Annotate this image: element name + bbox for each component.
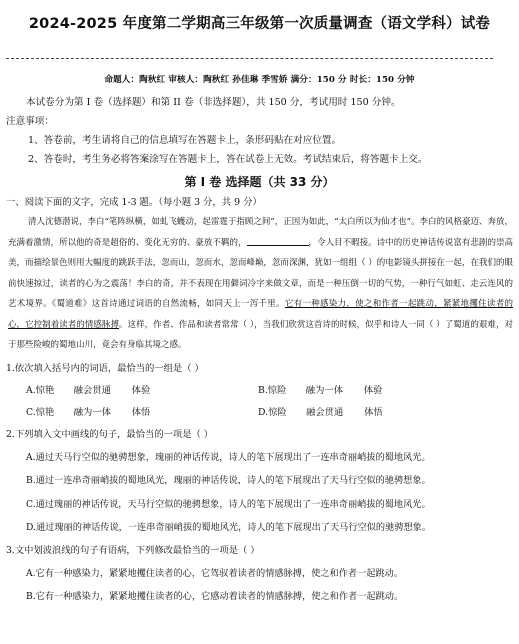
notes-label: 注意事项： <box>6 116 54 127</box>
q2-option-b[interactable]: B.通过一连串奇丽峭拔的蜀地风光，瑰丽的神话传说，诗人的笔下展现出了天马行空似的驰骋想象。 <box>26 475 431 486</box>
q1-option-b[interactable]: B.惊险 融为一体 体验 <box>258 384 383 396</box>
reading-passage <box>8 212 513 356</box>
passage-part-1: 清人沈德潜说，李白“笔阵纵横，如虬飞蠖动，起雷霆于指顾之间”，正因为如此，“太白所以为仙才也”。李白的风格豪迈、奔放，充满着激情，所以他的奇是超俗的、变化无穷的、豪放不羁的， <box>8 217 513 248</box>
note-1: 1、答卷前，考生请将自己的信息填写在答题卡上，条形码贴在对应位置。 <box>28 135 342 146</box>
q3-option-a[interactable]: A.它有一种感染力，紧紧地攫住读者的心，它驾驭着读者的情感脉搏，使之和作者一起跳动。 <box>26 567 404 579</box>
q3-option-b[interactable]: B.它有一种感染力，紧紧地攫住读者的心，它感动着读者的情感脉搏，使之和作者一起跳动。 <box>26 591 404 602</box>
q3-stem: 3.文中划波浪线的句子有语病，下列修改最恰当的一项是（ ） <box>6 544 260 556</box>
q2-option-c[interactable]: C.通过瑰丽的神话传说，天马行空似的驰骋想象，诗人的笔下展现出了一连串奇丽峭拔的蜀地风光。 <box>26 498 431 510</box>
q1-option-d[interactable]: D.惊险 融会贯通 体悟 <box>258 406 383 418</box>
question-group-intro: 一、阅读下面的文字，完成 1-3 题。（每小题 3 分，共 9 分） <box>6 197 262 208</box>
q1-stem: 1.依次填入括号内的词语，最恰当的一组是（ ） <box>6 362 204 374</box>
exam-meta: 命题人：陶秋红 审核人：陶秋红 孙佳琳 季雪娇 满分：150 分 时长：150 分钟 <box>104 75 415 85</box>
q1-option-c[interactable]: C.惊艳 融为一体 体悟 <box>26 406 151 418</box>
q1-options <box>6 380 513 424</box>
exam-title: 2024-2025 年度第二学期高三年级第一次质量调查（语文学科）试卷 <box>28 16 491 32</box>
q2-stem: 2.下列填入文中画线的句子，最恰当的一项是（ ） <box>6 428 214 440</box>
q1-option-a[interactable]: A.惊艳 融会贯通 体验 <box>26 384 151 396</box>
title-separator <box>6 58 493 59</box>
passage-part-2: ，令人目不暇接。诗中的历史神话传说富有悲剧的崇高美，而描绘景色则用大幅度的跳跃手法，忽而山，忽而水，忽而峰巅，忽而深渊，犹如一组组（ ）的电影镜头拼接在一起，在我们的眼前快速掠过，读者的心为之震荡！李白的奇，并不表现在用僻词冷字来做文章，而是一种压倒一切的气势，一种行气如虹、走云连风的艺术境界。《蜀道难》这首诗通过词语的自然流畅，如同天上一泻千里。 <box>8 237 513 309</box>
passage-part-4: 。这样，作者、作品和读者常常（ ），当我们欣赏这首诗的时候，似乎和诗人一同（ ）了蜀道的艰难，对于那些险峻的蜀地山川，竟会有身临其境之感。 <box>8 319 513 350</box>
note-2: 2、答卷时，考生务必将答案涂写在答题卡上，答在试卷上无效。考试结束后，将答题卡上交。 <box>28 154 428 165</box>
fill-blank <box>247 235 309 246</box>
underlined-sentence: 它有一种感染力，使之和作者一起跳动，紧紧地攫住读者的心，它控制着读者的情感脉搏 <box>8 299 513 330</box>
intro-line: 本试卷分为第 I 卷（选择题）和第 II 卷（非选择题），共 150 分，考试用时 150 分钟。 <box>26 97 401 108</box>
q2-option-d[interactable]: D.通过瑰丽的神话传说，一连串奇丽峭拔的蜀地风光，诗人的笔下展现出了天马行空似的驰骋想象。 <box>26 522 432 533</box>
q2-option-a[interactable]: A.通过天马行空似的驰骋想象，瑰丽的神话传说，诗人的笔下展现出了一连串奇丽峭拔的蜀地风光。 <box>26 451 431 463</box>
section-title: 第 I 卷 选择题（共 33 分） <box>184 175 335 189</box>
